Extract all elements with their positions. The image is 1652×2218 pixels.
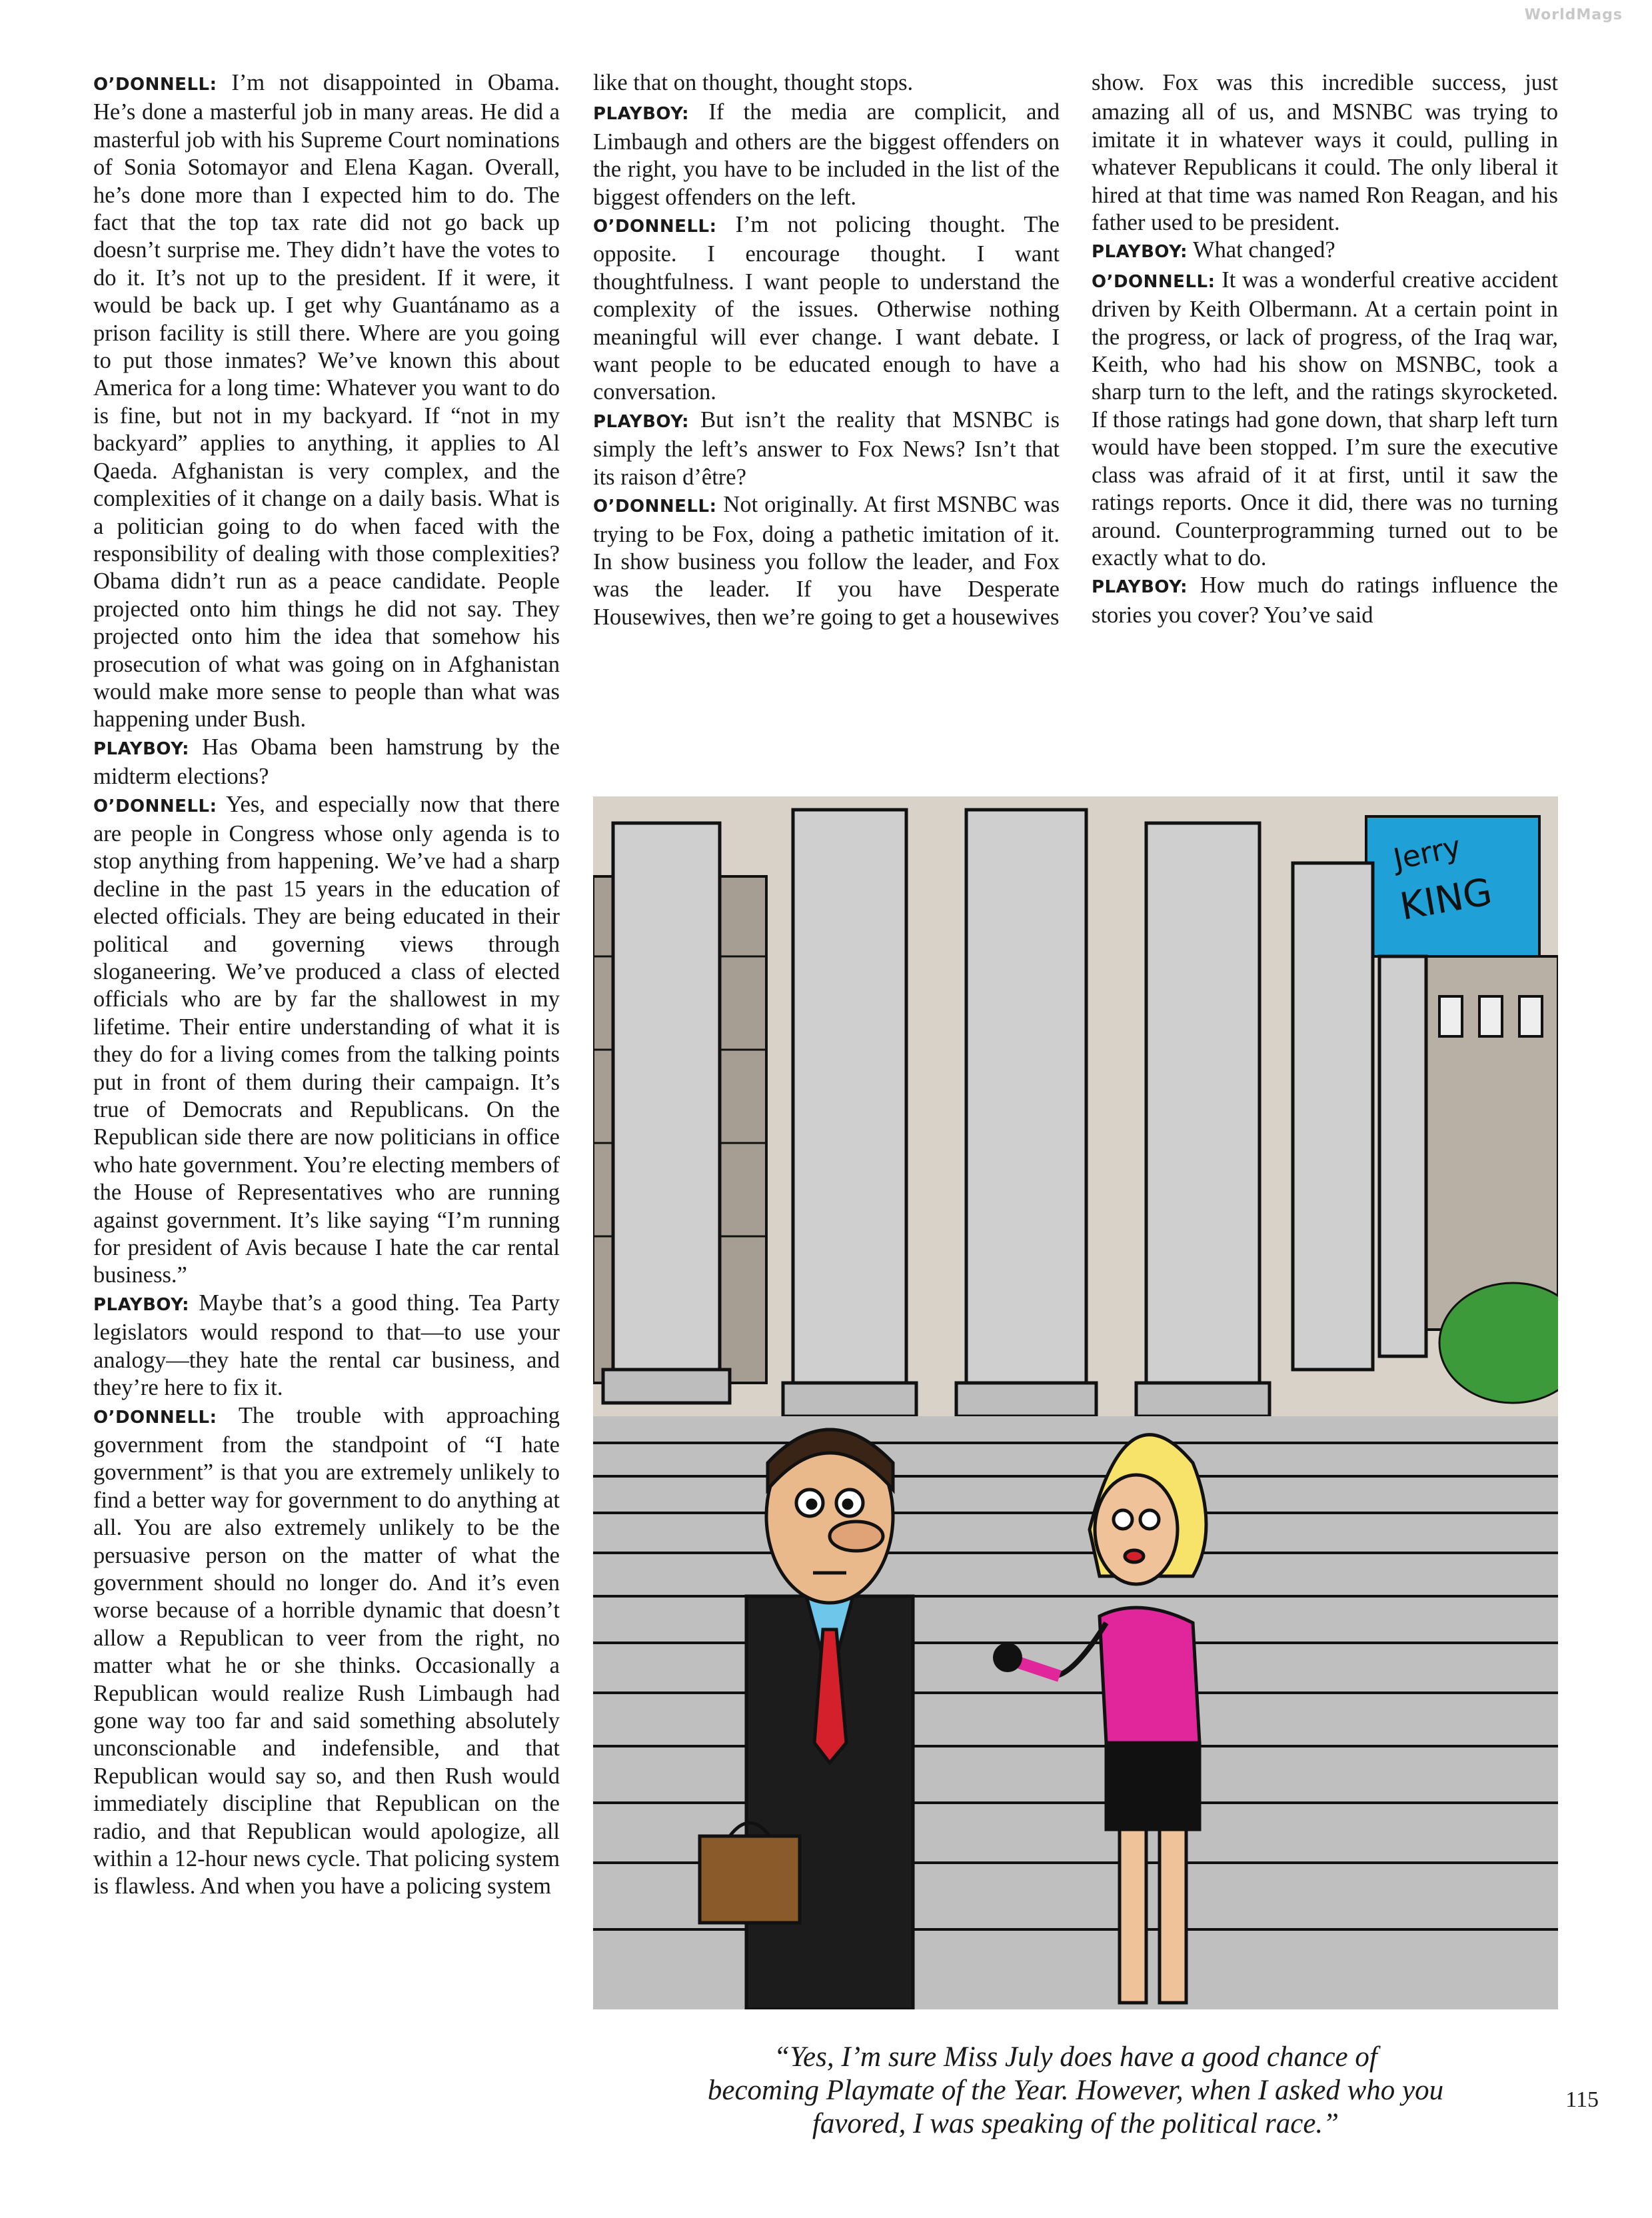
microphone-head <box>993 1643 1022 1672</box>
paragraph <box>593 211 1060 407</box>
paragraph <box>593 491 1060 631</box>
paragraph-text: What changed? <box>1188 237 1335 263</box>
cartoon-svg <box>593 796 1558 2009</box>
paragraph-text: Has Obama been hamstrung by the midterm elections? <box>93 734 560 790</box>
paragraph <box>1092 572 1558 629</box>
caption-line: becoming Playmate of the Year. However, when I asked who you <box>707 2075 1444 2106</box>
caption-line: “Yes, I’m sure Miss July does have a good chance of <box>774 2041 1377 2073</box>
watermark: WorldMags <box>1524 7 1623 23</box>
paragraph <box>593 99 1060 211</box>
caption-line: favored, I was speaking of the political race.” <box>812 2108 1339 2139</box>
speaker-label: O’DONNELL: <box>93 1407 217 1428</box>
speaker-label: PLAYBOY: <box>1092 242 1188 263</box>
briefcase <box>700 1836 800 1923</box>
paragraph <box>93 69 560 734</box>
paragraph <box>1092 69 1558 237</box>
page-number: 115 <box>1565 2087 1599 2112</box>
speaker-label: O’DONNELL: <box>93 796 217 816</box>
paragraph <box>593 69 1060 99</box>
speaker-label: PLAYBOY: <box>593 411 690 432</box>
cartoon-caption <box>593 2041 1558 2141</box>
building-window <box>1479 996 1502 1036</box>
paragraph-text: The trouble with approaching government from the standpoint of “I hate government” is that you are extremely unlikely to find a better way for government to do anything at all. You are also extremely unlikely to be the persuasive person on the matter of what the government should no longer do. And it’s even worse because of a horrible dynamic that doesn’t allow a Republican to veer from the right, no matter what he or she thinks. Occasionally a Republican would realize Rush Limbaugh had gone way too far and said something absolutely unconscionable and indefensible, and that Republican would say so, and then Rush would immediately discipline that Republican on the radio, and that Republican would apologize, all within a 12-hour news cycle. That policing system is flawless. And when you have a policing system <box>93 1402 560 1899</box>
paragraph-text: Not originally. At first MSNBC was trying to be Fox, doing a pathetic imitation of it. In show business you follow the leader, and Fox was the leader. If you have Desperate Housewives, then we’re going to get a housewives <box>593 492 1060 630</box>
signature-last: KING <box>1397 870 1495 929</box>
paragraph <box>1092 267 1558 572</box>
speaker-label: O’DONNELL: <box>93 75 217 95</box>
paragraph <box>93 791 560 1290</box>
article-column-2 <box>593 69 1060 631</box>
paragraph-text: like that on thought, thought stops. <box>593 70 914 95</box>
paragraph-text: I’m not disappointed in Obama. He’s done a masterful job in many areas. He did a masterful job with his Supreme Court nominations of Sonia Sotomayor and Elena Kagan. Overall, he’s done more than I expected him to do. The fact that the top tax rate did not go back up doesn’t surprise me. They didn’t have the votes to do it. It’s not up to the president. If it were, it would be back up. I get why Guantánamo as a prison facility is still there. Where are you going to put those inmates? We’ve known this about America for a long time: Whatever you want to do is fine, but not in my backyard. If “not in my backyard” applies to anything, it applies to Al Qaeda. Afghanistan is very complex, and the complexities of it change on a daily basis. What is a politician going to do when faced with the responsibility of dealing with those complexities? Obama didn’t run as a peace candidate. People projected onto him things he did not say. They projected onto him the idea that somehow his prosecution of what was going on in Afghanistan would make more sense to people than what was happening under Bush. <box>93 70 560 732</box>
paragraph-text: show. Fox was this incredible success, just amazing all of us, and MSNBC was trying to imitate it in whatever ways it could, pulling in whatever Republicans it could. The only liberal it hired at that time was named Ron Reagan, and his father used to be president. <box>1092 70 1558 236</box>
paragraph <box>593 407 1060 491</box>
speaker-label: PLAYBOY: <box>593 104 690 125</box>
paragraph-text: How much do ratings influence the stories you cover? You’ve said <box>1092 572 1558 628</box>
paragraph-text: I’m not policing thought. The opposite. I encourage thought. I want thoughtfulness. I want people to understand the complexity of the issues. Otherwise nothing meaningful will ever change. I want debate. I want people to be educated enough to have a conversation. <box>593 212 1060 405</box>
speaker-label: PLAYBOY: <box>93 738 190 759</box>
paragraph <box>93 1402 560 1901</box>
building-window <box>1439 996 1462 1036</box>
speaker-label: PLAYBOY: <box>93 1294 190 1315</box>
speaker-label: O’DONNELL: <box>1092 271 1216 292</box>
paragraph-text: If the media are complicit, and Limbaugh and others are the biggest offenders on the right, you have to be included in the list of the biggest offenders on the left. <box>593 99 1060 210</box>
paragraph <box>1092 237 1558 266</box>
article-column-3 <box>1092 69 1558 629</box>
article-column-1 <box>93 69 560 1901</box>
paragraph-text: Yes, and especially now that there are people in Congress whose only agenda is to stop anything from happening. We’ve had a sharp decline in the past 15 years in the education of elected officials. They are being educated in their political and governing views through sloganeering. We’ve produced a class of elected officials who are by far the shallowest in my lifetime. Their entire understanding of what it is they do for a living comes from the talking points put in front of them during their campaign. It’s true of Democrats and Republicans. On the Republican side there are now politicians in office who hate government. You’re electing members of the House of Representatives who are running against government. It’s like saying “I’m running for president of Avis because I hate the car rental business.” <box>93 791 560 1288</box>
speaker-label: O’DONNELL: <box>593 497 717 517</box>
building-window <box>1519 996 1542 1036</box>
signature-first: Jerry <box>1390 829 1464 877</box>
paragraph-text: Maybe that’s a good thing. Tea Party legislators would respond to that—to use your analogy—they hate the rental car business, and they’re here to fix it. <box>93 1290 560 1401</box>
speaker-label: O’DONNELL: <box>593 217 717 237</box>
paragraph <box>93 734 560 791</box>
paragraph-text: But isn’t the reality that MSNBC is simply the left’s answer to Fox News? Isn’t that its raison d’être? <box>593 407 1060 490</box>
paragraph-text: It was a wonderful creative accident driven by Keith Olbermann. At a certain point in the progress, or lack of progress, of the Iraq war, Keith, who had his show on MSNBC, took a sharp turn to the left, and the ratings skyrocketed. If those ratings had gone down, that sharp left turn would have been stopped. I’m sure the executive class was afraid of it at first, until it saw the ratings reports. Once it did, there was no turning around. Counterprogramming turned out to be exactly what to do. <box>1092 267 1558 570</box>
paragraph <box>93 1290 560 1402</box>
cartoon-illustration <box>593 796 1558 2009</box>
speaker-label: PLAYBOY: <box>1092 577 1188 598</box>
